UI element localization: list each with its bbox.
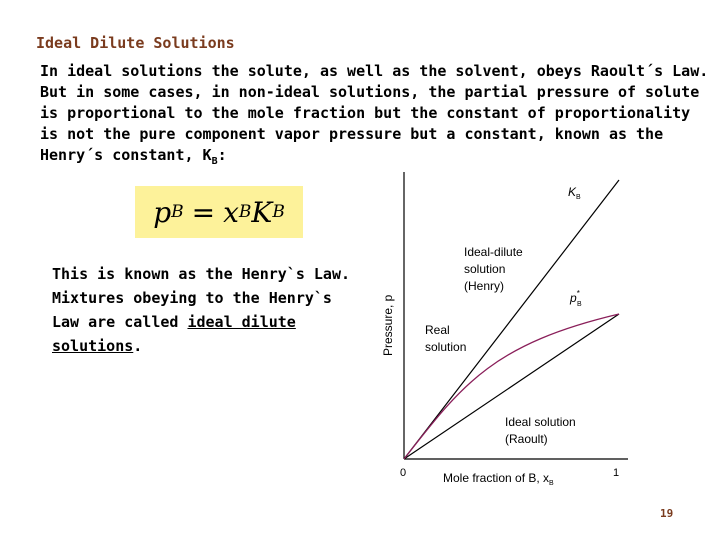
real-label-line: Real (425, 323, 450, 337)
slide-title: Ideal Dilute Solutions (36, 34, 235, 52)
paragraph-line: But in some cases, in non-ideal solutions, the partial pressure of solute (40, 83, 700, 101)
pb-star-label (569, 289, 582, 308)
pb-star-sub: B (577, 301, 582, 308)
x-tick-1: 1 (613, 467, 620, 479)
formula-k: K (251, 195, 273, 229)
x-axis-label-text: Mole fraction of B, x (443, 471, 550, 485)
henry-label-line: (Henry) (464, 279, 505, 293)
formula-p-sub: B (171, 202, 184, 222)
formula-equals: = (191, 195, 216, 229)
x-axis-label (443, 471, 554, 487)
note-line: This is known as the Henry`s Law. (52, 265, 351, 283)
henry-constant-text: Henry´s constant, K (40, 146, 212, 164)
real-solution-label (425, 323, 466, 354)
raoult-label (505, 415, 579, 446)
solutions-term: solutions (52, 337, 134, 355)
paragraph-line: is proportional to the mole fraction but the constant of proportionality (40, 104, 691, 122)
pb-star-sup: * (576, 289, 580, 298)
henry-constant-sub: B (211, 156, 218, 167)
real-label-line: solution (425, 340, 467, 354)
henry-label-line: solution (464, 262, 506, 276)
page-number: 19 (660, 507, 674, 520)
kb-label-sub: B (576, 194, 581, 201)
paragraph-line: In ideal solutions the solute, as well as the solvent, obeys Raoult´s Law. (40, 62, 709, 80)
formula-x-sub: B (238, 202, 252, 222)
henry-constant-colon: : (217, 146, 227, 164)
kb-label-k: K (568, 185, 577, 199)
y-axis-label: Pressure, p (381, 294, 395, 356)
ideal-dilute-term: ideal dilute (187, 313, 296, 331)
x-axis-label-sub: B (549, 480, 554, 487)
paragraph-line: is not the pure component vapor pressure but a constant, known as the (40, 125, 664, 143)
henry-label-line: Ideal-dilute (464, 245, 523, 259)
pb-star-p: p (570, 291, 577, 305)
raoult-label-line: Ideal solution (505, 415, 576, 429)
note-line: Mixtures obeying to the Henry`s (52, 289, 332, 307)
formula-k-sub: B (272, 202, 285, 222)
x-tick-0: 0 (400, 467, 407, 479)
henry-label (464, 245, 526, 293)
raoult-label-line: (Raoult) (505, 432, 548, 446)
formula-p: p (153, 195, 172, 229)
note-period: . (133, 337, 143, 355)
formula-x: x (223, 195, 239, 229)
kb-label (568, 185, 581, 201)
note-line-text: Law are called (52, 313, 188, 331)
